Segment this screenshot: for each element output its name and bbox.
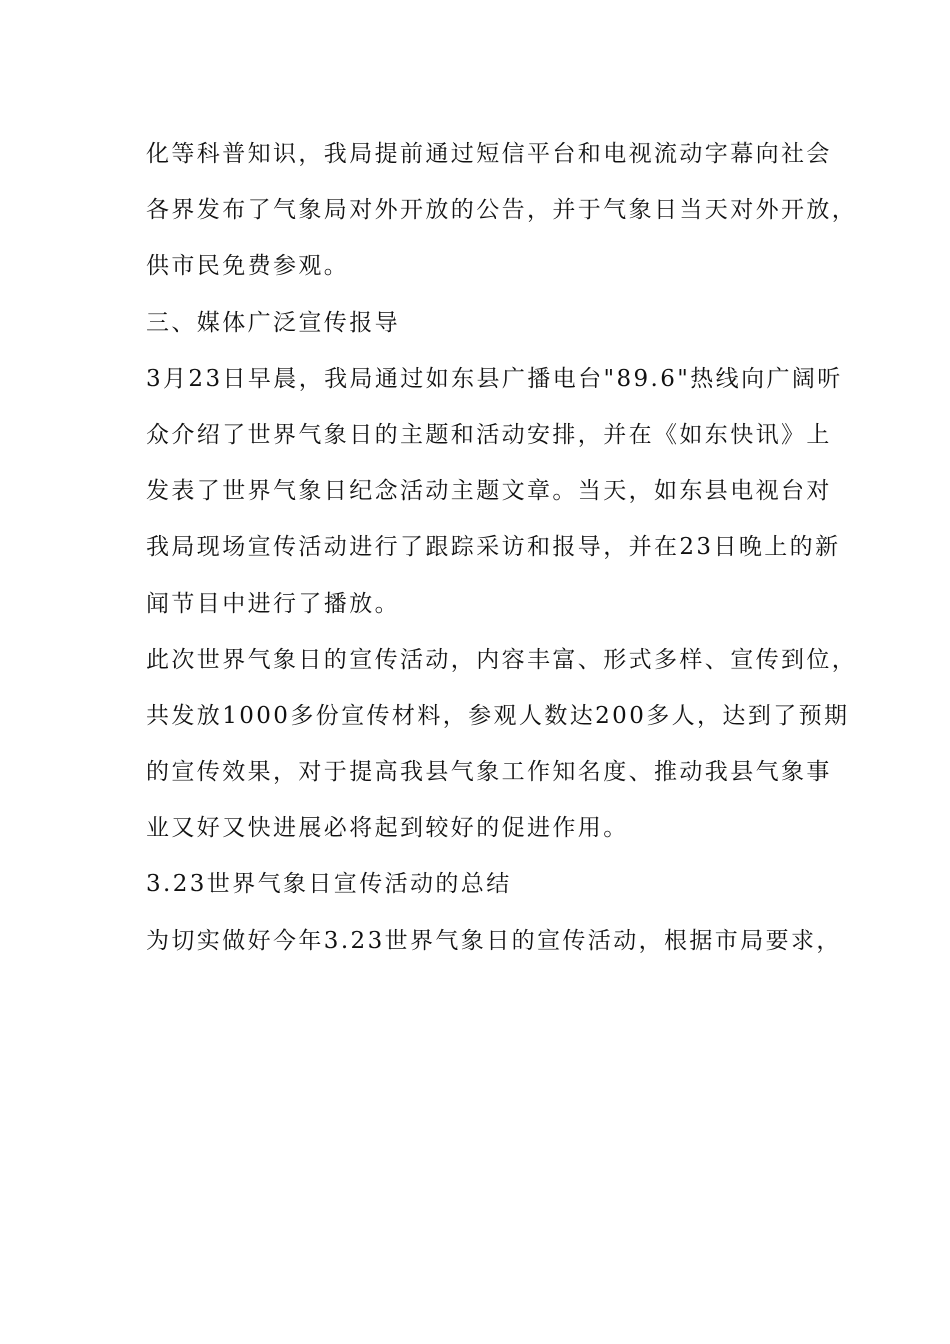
paragraph-line: 此次世界气象日的宣传活动，内容丰富、形式多样、宣传到位， xyxy=(146,646,858,673)
paragraph-line: 化等科普知识，我局提前通过短信平台和电视流动字幕向社会 xyxy=(146,141,832,167)
paragraph-line: 供市民免费参观。 xyxy=(146,253,350,280)
paragraph-line: 3月23日早晨，我局通过如东县广播电台"89.6"热线向广阔听 xyxy=(146,365,843,392)
paragraph-line: 共发放1000多份宣传材料，参观人数达200多人，达到了预期 xyxy=(146,702,850,729)
section-heading: 三、媒体广泛宣传报导 xyxy=(146,309,400,336)
paragraph-line: 我局现场宣传活动进行了跟踪采访和报导，并在23日晚上的新 xyxy=(146,534,841,561)
document-body xyxy=(146,132,858,975)
paragraph-line: 的宣传效果，对于提高我县气象工作知名度、推动我县气象事 xyxy=(146,759,832,786)
paragraph-line: 为切实做好今年3.23世界气象日的宣传活动，根据市局要求， xyxy=(146,927,842,954)
paragraph-line: 众介绍了世界气象日的主题和活动安排，并在《如东快讯》上 xyxy=(146,421,832,448)
paragraph-line: 闻节目中进行了播放。 xyxy=(146,590,400,617)
document-title: 3.23世界气象日宣传活动的总结 xyxy=(146,871,512,898)
paragraph-line: 业又好又快进展必将起到较好的促进作用。 xyxy=(146,815,629,842)
paragraph-line: 发表了世界气象日纪念活动主题文章。当天，如东县电视台对 xyxy=(146,478,832,505)
paragraph-line: 各界发布了气象局对外开放的公告，并于气象日当天对外开放， xyxy=(146,197,858,224)
